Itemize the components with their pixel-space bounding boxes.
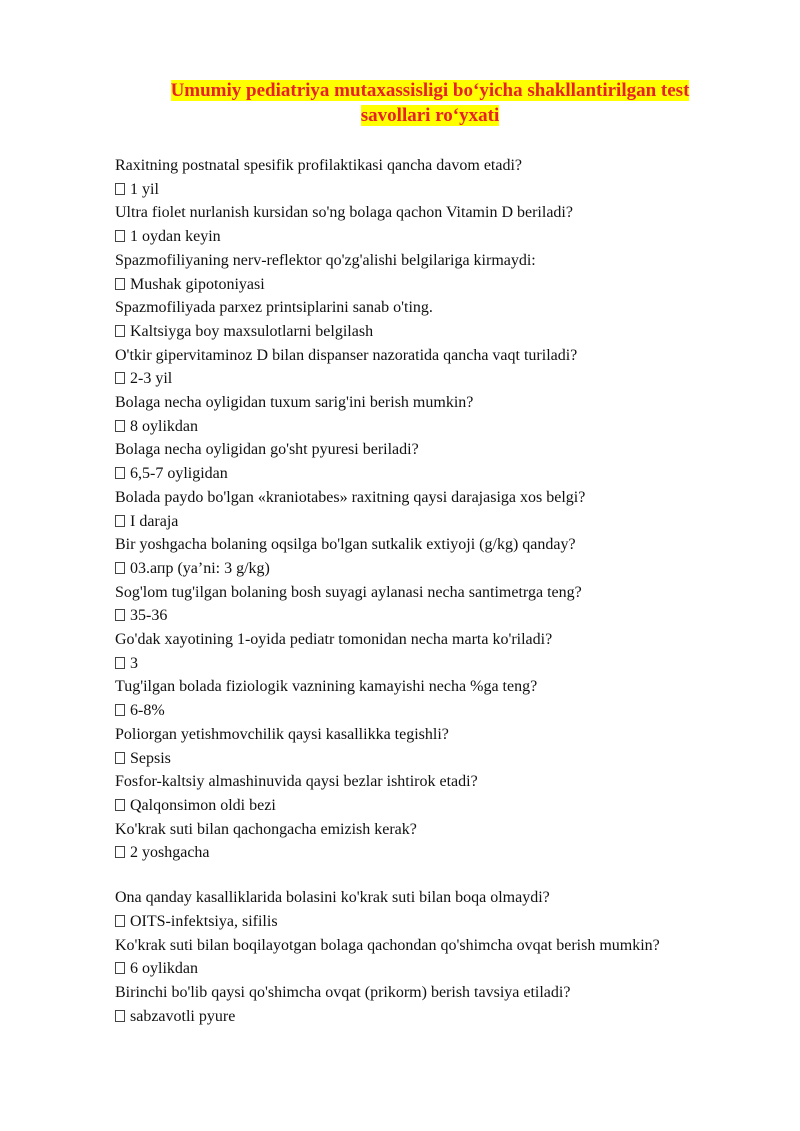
answer-text: Kaltsiyga boy maxsulotlarni belgilash (130, 322, 374, 340)
question-16: Ona qanday kasalliklarida bolasini ko'krak suti bilan boqa olmaydi? (115, 889, 550, 907)
answer-text: Mushak gipotoniyasi (130, 275, 265, 293)
answer-18 (115, 1005, 715, 1029)
answer-text: OITS-infektsiya, sifilis (130, 912, 278, 930)
missing-glyph-box-icon (115, 515, 125, 527)
question-11: Go'dak xayotining 1-oyida pediatr tomonidan necha marta ko'riladi? (115, 631, 553, 649)
missing-glyph-box-icon (115, 915, 125, 927)
answer-text: 6-8% (130, 702, 165, 720)
answer-text: I daraja (130, 512, 179, 530)
answer-text: 3 (130, 654, 138, 672)
title-line-1: Umumiy pediatriya mutaxassisligi bo‘yicha shakllantirilgan test (170, 80, 690, 101)
missing-glyph-box-icon (115, 704, 125, 716)
answer-17 (115, 957, 715, 981)
missing-glyph-box-icon (115, 372, 125, 384)
answer-text: 6,5-7 oyligidan (130, 465, 228, 483)
question-9: Bir yoshgacha bolaning oqsilga bo'lgan sutkalik extiyoji (g/kg) qanday? (115, 536, 576, 554)
missing-glyph-box-icon (115, 799, 125, 811)
answer-text: 2-3 yil (130, 370, 173, 388)
answer-8 (115, 510, 715, 534)
answer-6 (115, 415, 715, 439)
answer-16 (115, 910, 715, 934)
answer-13 (115, 747, 715, 771)
question-3: Spazmofiliyaning nerv-reflektor qo'zg'alishi belgilariga kirmaydi: (115, 251, 536, 269)
answer-15 (115, 841, 715, 865)
answer-3 (115, 273, 715, 297)
answer-text: Sepsis (130, 749, 171, 767)
missing-glyph-box-icon (115, 562, 125, 574)
question-6: Bolaga necha oyligidan tuxum sarig'ini berish mumkin? (115, 394, 474, 412)
question-2: Ultra fiolet nurlanish kursidan so'ng bolaga qachon Vitamin D beriladi? (115, 204, 573, 222)
answer-1 (115, 178, 715, 202)
missing-glyph-box-icon (115, 420, 125, 432)
answer-14 (115, 794, 715, 818)
missing-glyph-box-icon (115, 183, 125, 195)
answer-7 (115, 462, 715, 486)
page-title (110, 78, 750, 128)
answer-text: 35-36 (130, 607, 168, 625)
missing-glyph-box-icon (115, 752, 125, 764)
question-10: Sog'lom tug'ilgan bolaning bosh suyagi aylanasi necha santimetrga teng? (115, 583, 582, 601)
question-12: Tug'ilgan bolada fiziologik vaznining kamayishi necha %ga teng? (115, 678, 538, 696)
question-13: Poliorgan yetishmovchilik qaysi kasallikka tegishli? (115, 725, 449, 743)
answer-text: 03.апр (ya’ni: 3 g/kg) (130, 559, 270, 577)
missing-glyph-box-icon (115, 325, 125, 337)
answer-2 (115, 225, 715, 249)
answer-text: 6 oylikdan (130, 960, 198, 978)
question-5: O'tkir gipervitaminoz D bilan dispanser nazoratida qancha vaqt turiladi? (115, 346, 578, 364)
answer-text: 1 yil (130, 180, 159, 198)
question-list (115, 154, 715, 1028)
answer-10 (115, 604, 715, 628)
missing-glyph-box-icon (115, 962, 125, 974)
missing-glyph-box-icon (115, 278, 125, 290)
question-7: Bolaga necha oyligidan go'sht pyuresi beriladi? (115, 441, 419, 459)
missing-glyph-box-icon (115, 657, 125, 669)
answer-text: sabzavotli pyure (130, 1007, 236, 1025)
question-14: Fosfor-kaltsiy almashinuvida qaysi bezlar ishtirok etadi? (115, 773, 478, 791)
paragraph-gap (115, 865, 715, 886)
question-15: Ko'krak suti bilan qachongacha emizish kerak? (115, 820, 417, 838)
missing-glyph-box-icon (115, 467, 125, 479)
answer-5 (115, 367, 715, 391)
missing-glyph-box-icon (115, 609, 125, 621)
missing-glyph-box-icon (115, 1010, 125, 1022)
question-18: Birinchi bo'lib qaysi qo'shimcha ovqat (prikorm) berish tavsiya etiladi? (115, 983, 571, 1001)
answer-text: 8 oylikdan (130, 417, 198, 435)
answer-text: 2 yoshgacha (130, 844, 210, 862)
title-line-2: savollari ro‘yxati (360, 105, 500, 126)
answer-text: 1 oydan keyin (130, 228, 221, 246)
answer-4 (115, 320, 715, 344)
answer-12 (115, 699, 715, 723)
question-8: Bolada paydo bo'lgan «kraniotabes» raxitning qaysi darajasiga xos belgi? (115, 488, 586, 506)
answer-11 (115, 652, 715, 676)
question-4: Spazmofiliyada parxez printsiplarini sanab o'ting. (115, 299, 433, 317)
answer-text: Qalqonsimon oldi bezi (130, 796, 276, 814)
missing-glyph-box-icon (115, 846, 125, 858)
question-17: Ko'krak suti bilan boqilayotgan bolaga qachondan qo'shimcha ovqat berish mumkin? (115, 936, 660, 954)
answer-9 (115, 557, 715, 581)
question-1: Raxitning postnatal spesifik profilaktikasi qancha davom etadi? (115, 157, 523, 174)
missing-glyph-box-icon (115, 230, 125, 242)
